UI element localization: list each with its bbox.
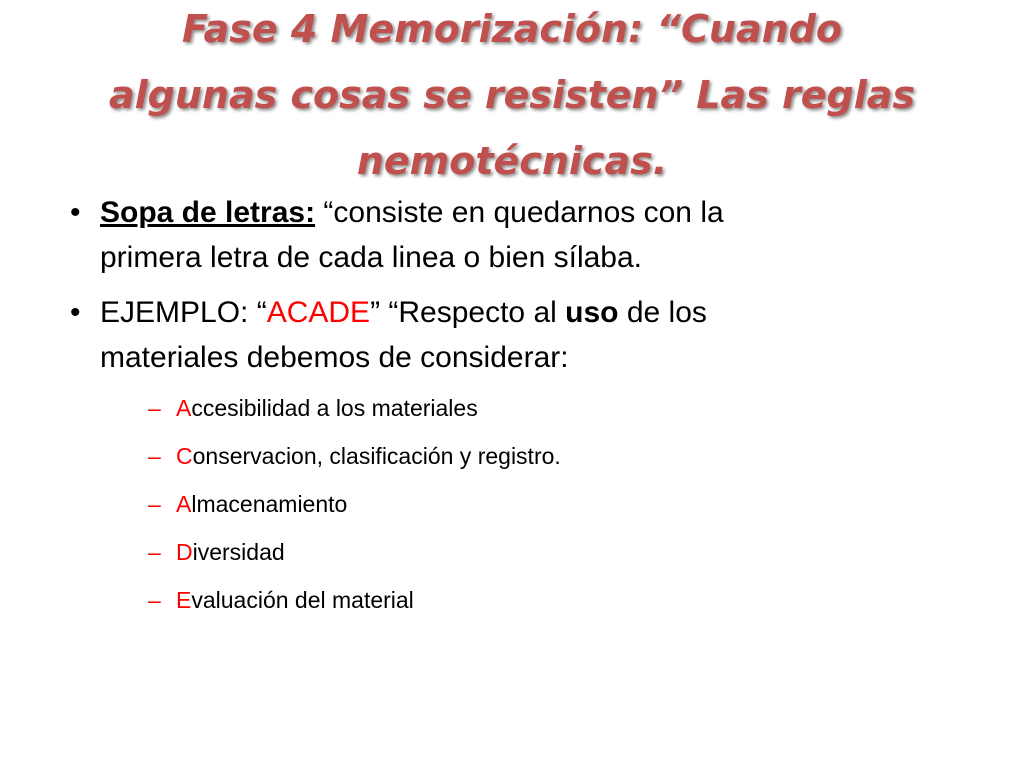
sub-item-accesibilidad <box>100 384 970 432</box>
slide-title <box>40 0 984 194</box>
example-line-2: materiales debemos de considerar: <box>100 341 569 374</box>
dash-marker: – <box>148 443 161 469</box>
title-line-1: Fase 4 Memorización: “Cuando <box>182 7 842 51</box>
initial-letter: C <box>176 443 193 469</box>
slide-body <box>70 190 970 634</box>
bullet-item-sopa-de-letras <box>70 190 970 280</box>
dash-marker: – <box>148 587 161 613</box>
initial-letter: A <box>176 395 192 421</box>
example-suffix: de los <box>618 296 707 329</box>
sub-item-conservacion <box>100 432 970 480</box>
bold-word-uso: uso <box>565 296 619 329</box>
dash-marker: – <box>148 491 161 517</box>
sub-item-text: iversidad <box>192 539 285 565</box>
initial-letter: E <box>176 587 192 613</box>
initial-letter: D <box>176 539 193 565</box>
acronym-sublist <box>100 384 970 624</box>
example-middle: ” “Respecto al <box>370 296 566 329</box>
sub-item-evaluacion <box>100 576 970 624</box>
dash-marker: – <box>148 395 161 421</box>
title-line-3: nemotécnicas. <box>356 139 668 183</box>
bullet-marker: • <box>70 296 81 329</box>
sub-item-text: ccesibilidad a los materiales <box>191 395 478 421</box>
sub-item-diversidad <box>100 528 970 576</box>
sub-item-text: onservacion, clasificación y registro. <box>192 443 561 469</box>
term-label: Sopa de letras: <box>100 196 316 229</box>
definition-text-line-1: “consiste en quedarnos con la <box>315 196 724 229</box>
sub-item-almacenamiento <box>100 480 970 528</box>
example-prefix: EJEMPLO: “ <box>100 296 267 329</box>
acronym-highlight: ACADE <box>266 296 371 329</box>
initial-letter: A <box>176 491 192 517</box>
definition-text-line-2: primera letra de cada linea o bien sílaba. <box>100 241 642 274</box>
title-line-2: algunas cosas se resisten” Las reglas <box>109 73 915 117</box>
bullet-marker: • <box>70 196 81 229</box>
sub-item-text: valuación del material <box>191 587 414 613</box>
bullet-item-ejemplo <box>70 290 970 624</box>
sub-item-text: lmacenamiento <box>191 491 348 517</box>
dash-marker: – <box>148 539 161 565</box>
